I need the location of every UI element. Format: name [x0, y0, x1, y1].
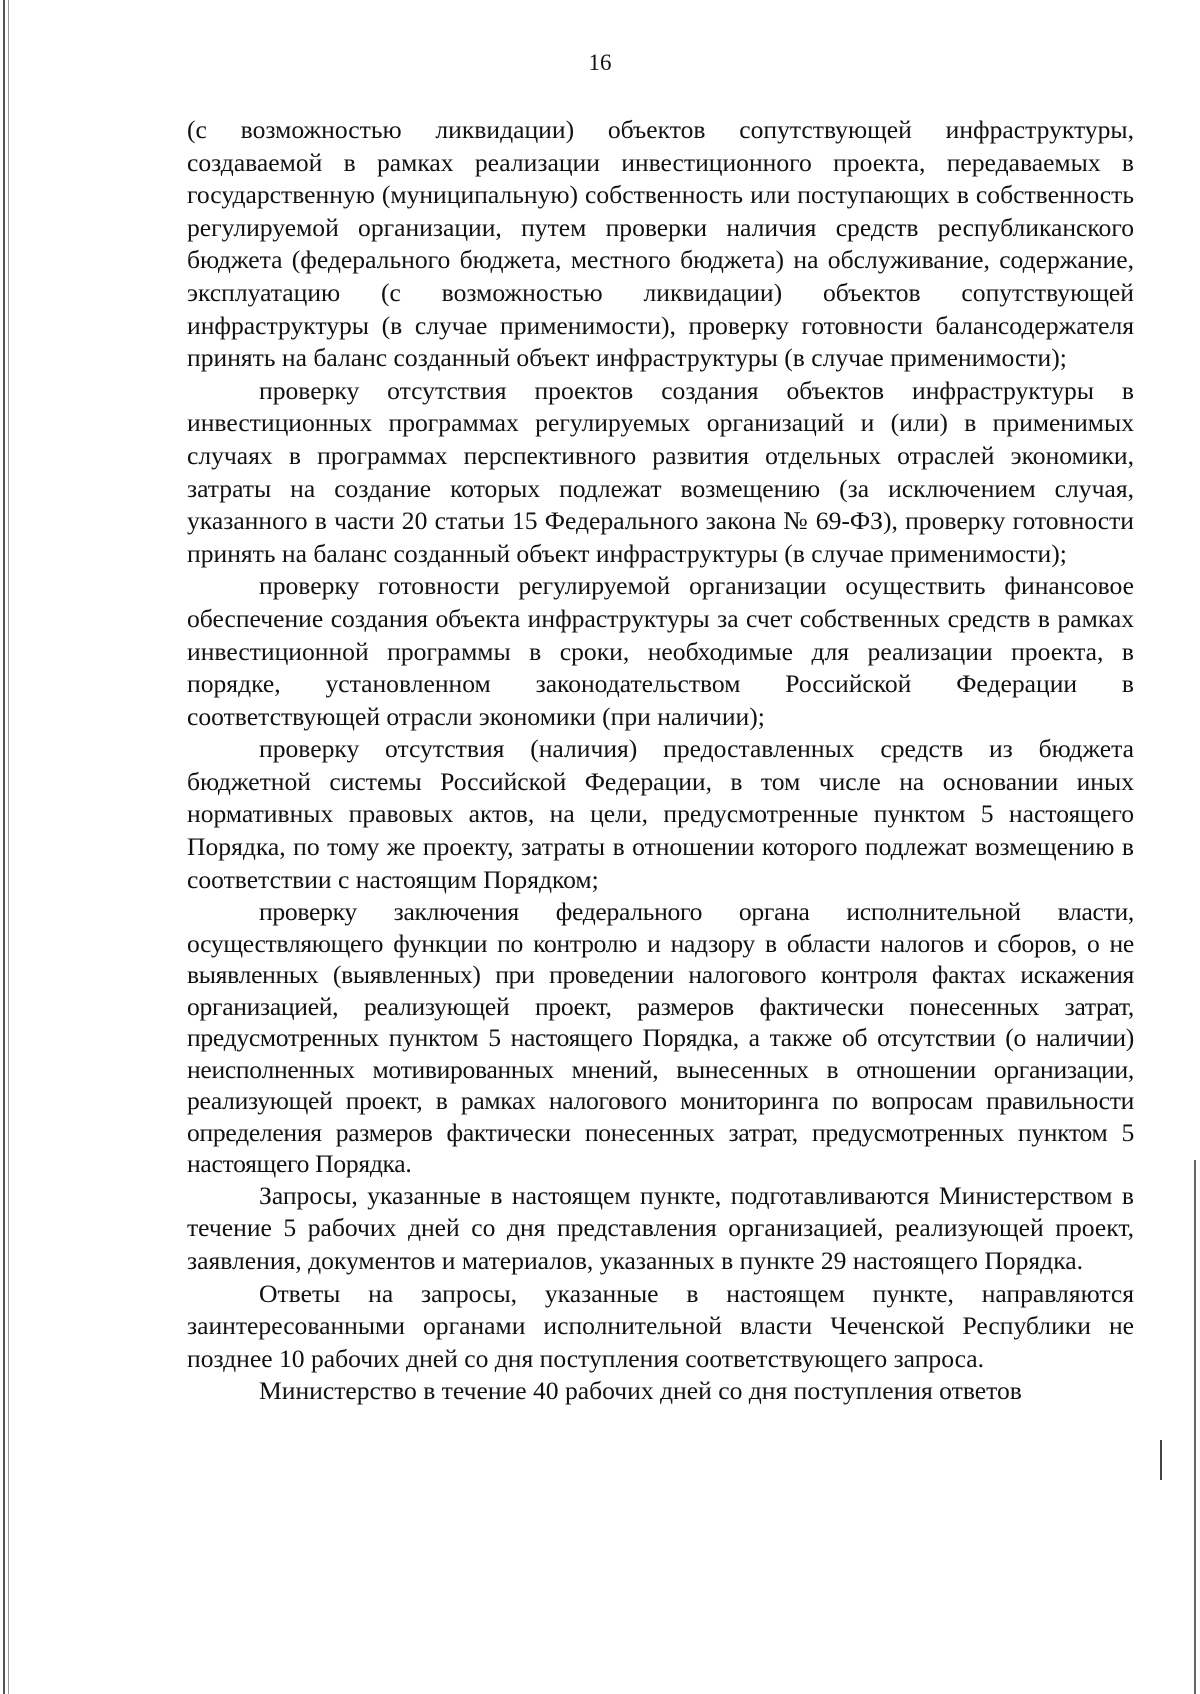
paragraph: проверку заключения федерального органа исполнительной власти, осуществляющего функции по контролю и надзору в области налогов и сборов, о не выявленных (выявленных) при проведении налогового контроля фактах искажения организацией, реализующей проект, размеров фактически понесенных затрат, предусмотренных пунктом 5 настоящего Порядка, а также об отсутствии (о наличии) неисполненных мотивированных мнений, вынесенных в отношении организации, реализующей проект, в рамках налогового мониторинга по вопросам правильности определения размеров фактически понесенных затрат, предусмотренных пунктом 5 настоящего Порядка.: [187, 897, 1134, 1179]
paragraph: Ответы на запросы, указанные в настоящем пункте, направляются заинтересованными органами исполнительной власти Чеченской Республики не позднее 10 рабочих дней со дня поступления соответствующего запроса.: [187, 1278, 1134, 1373]
paragraph: проверку отсутствия проектов создания объектов инфраструктуры в инвестиционных программах регулируемых организаций и (или) в применимых случаях в программах перспективного развития отдельных отраслей экономики, затраты на создание которых подлежат возмещению (за исключением случая, указанного в части 20 статьи 15 Федерального закона № 69-ФЗ), проверку готовности принять на баланс созданный объект инфраструктуры (в случае применимости);: [187, 375, 1134, 568]
paragraph: (с возможностью ликвидации) объектов сопутствующей инфраструктуры, создаваемой в рамках реализации инвестиционного проекта, передаваемых в государственную (муниципальную) собственность или поступающих в собственность регулируемой организации, путем проверки наличия средств республиканского бюджета (федерального бюджета, местного бюджета) на обслуживание, содержание, эксплуатацию (с возможностью ликвидации) объектов сопутствующей инфраструктуры (в случае применимости), проверку готовности балансодержателя принять на баланс созданный объект инфраструктуры (в случае применимости);: [187, 115, 1134, 373]
document-body: [187, 114, 1134, 1408]
paragraph: проверку отсутствия (наличия) предоставленных средств из бюджета бюджетной системы Российской Федерации, в том числе на основании иных нормативных правовых актов, на цели, предусмотренные пунктом 5 настоящего Порядка, по тому же проекту, затраты в отношении которого подлежат возмещению в соответствии с настоящим Порядком;: [187, 734, 1134, 894]
scan-edge-left: [0, 0, 12, 1694]
scan-border-line: [1194, 1160, 1196, 1694]
scan-border-line: [3, 0, 5, 1694]
paragraph: Министерство в течение 40 рабочих дней со дня поступления ответов: [259, 1376, 1022, 1406]
scan-mark: [1160, 1440, 1162, 1480]
scan-border-line: [8, 0, 9, 1694]
scan-edge-right: [1186, 1160, 1200, 1694]
page-number: 16: [588, 50, 612, 75]
paragraph: проверку готовности регулируемой организации осуществить финансовое обеспечение создания объекта инфраструктуры за счет собственных средств в рамках инвестиционной программы в сроки, необходимые для реализации проекта, в порядке, установленном законодательством Российской Федерации в соответствующей отрасли экономики (при наличии);: [187, 571, 1134, 731]
paragraph: Запросы, указанные в настоящем пункте, подготавливаются Министерством в течение 5 рабочих дней со дня представления организацией, реализующей проект, заявления, документов и материалов, указанных в пункте 29 настоящего Порядка.: [187, 1180, 1134, 1275]
